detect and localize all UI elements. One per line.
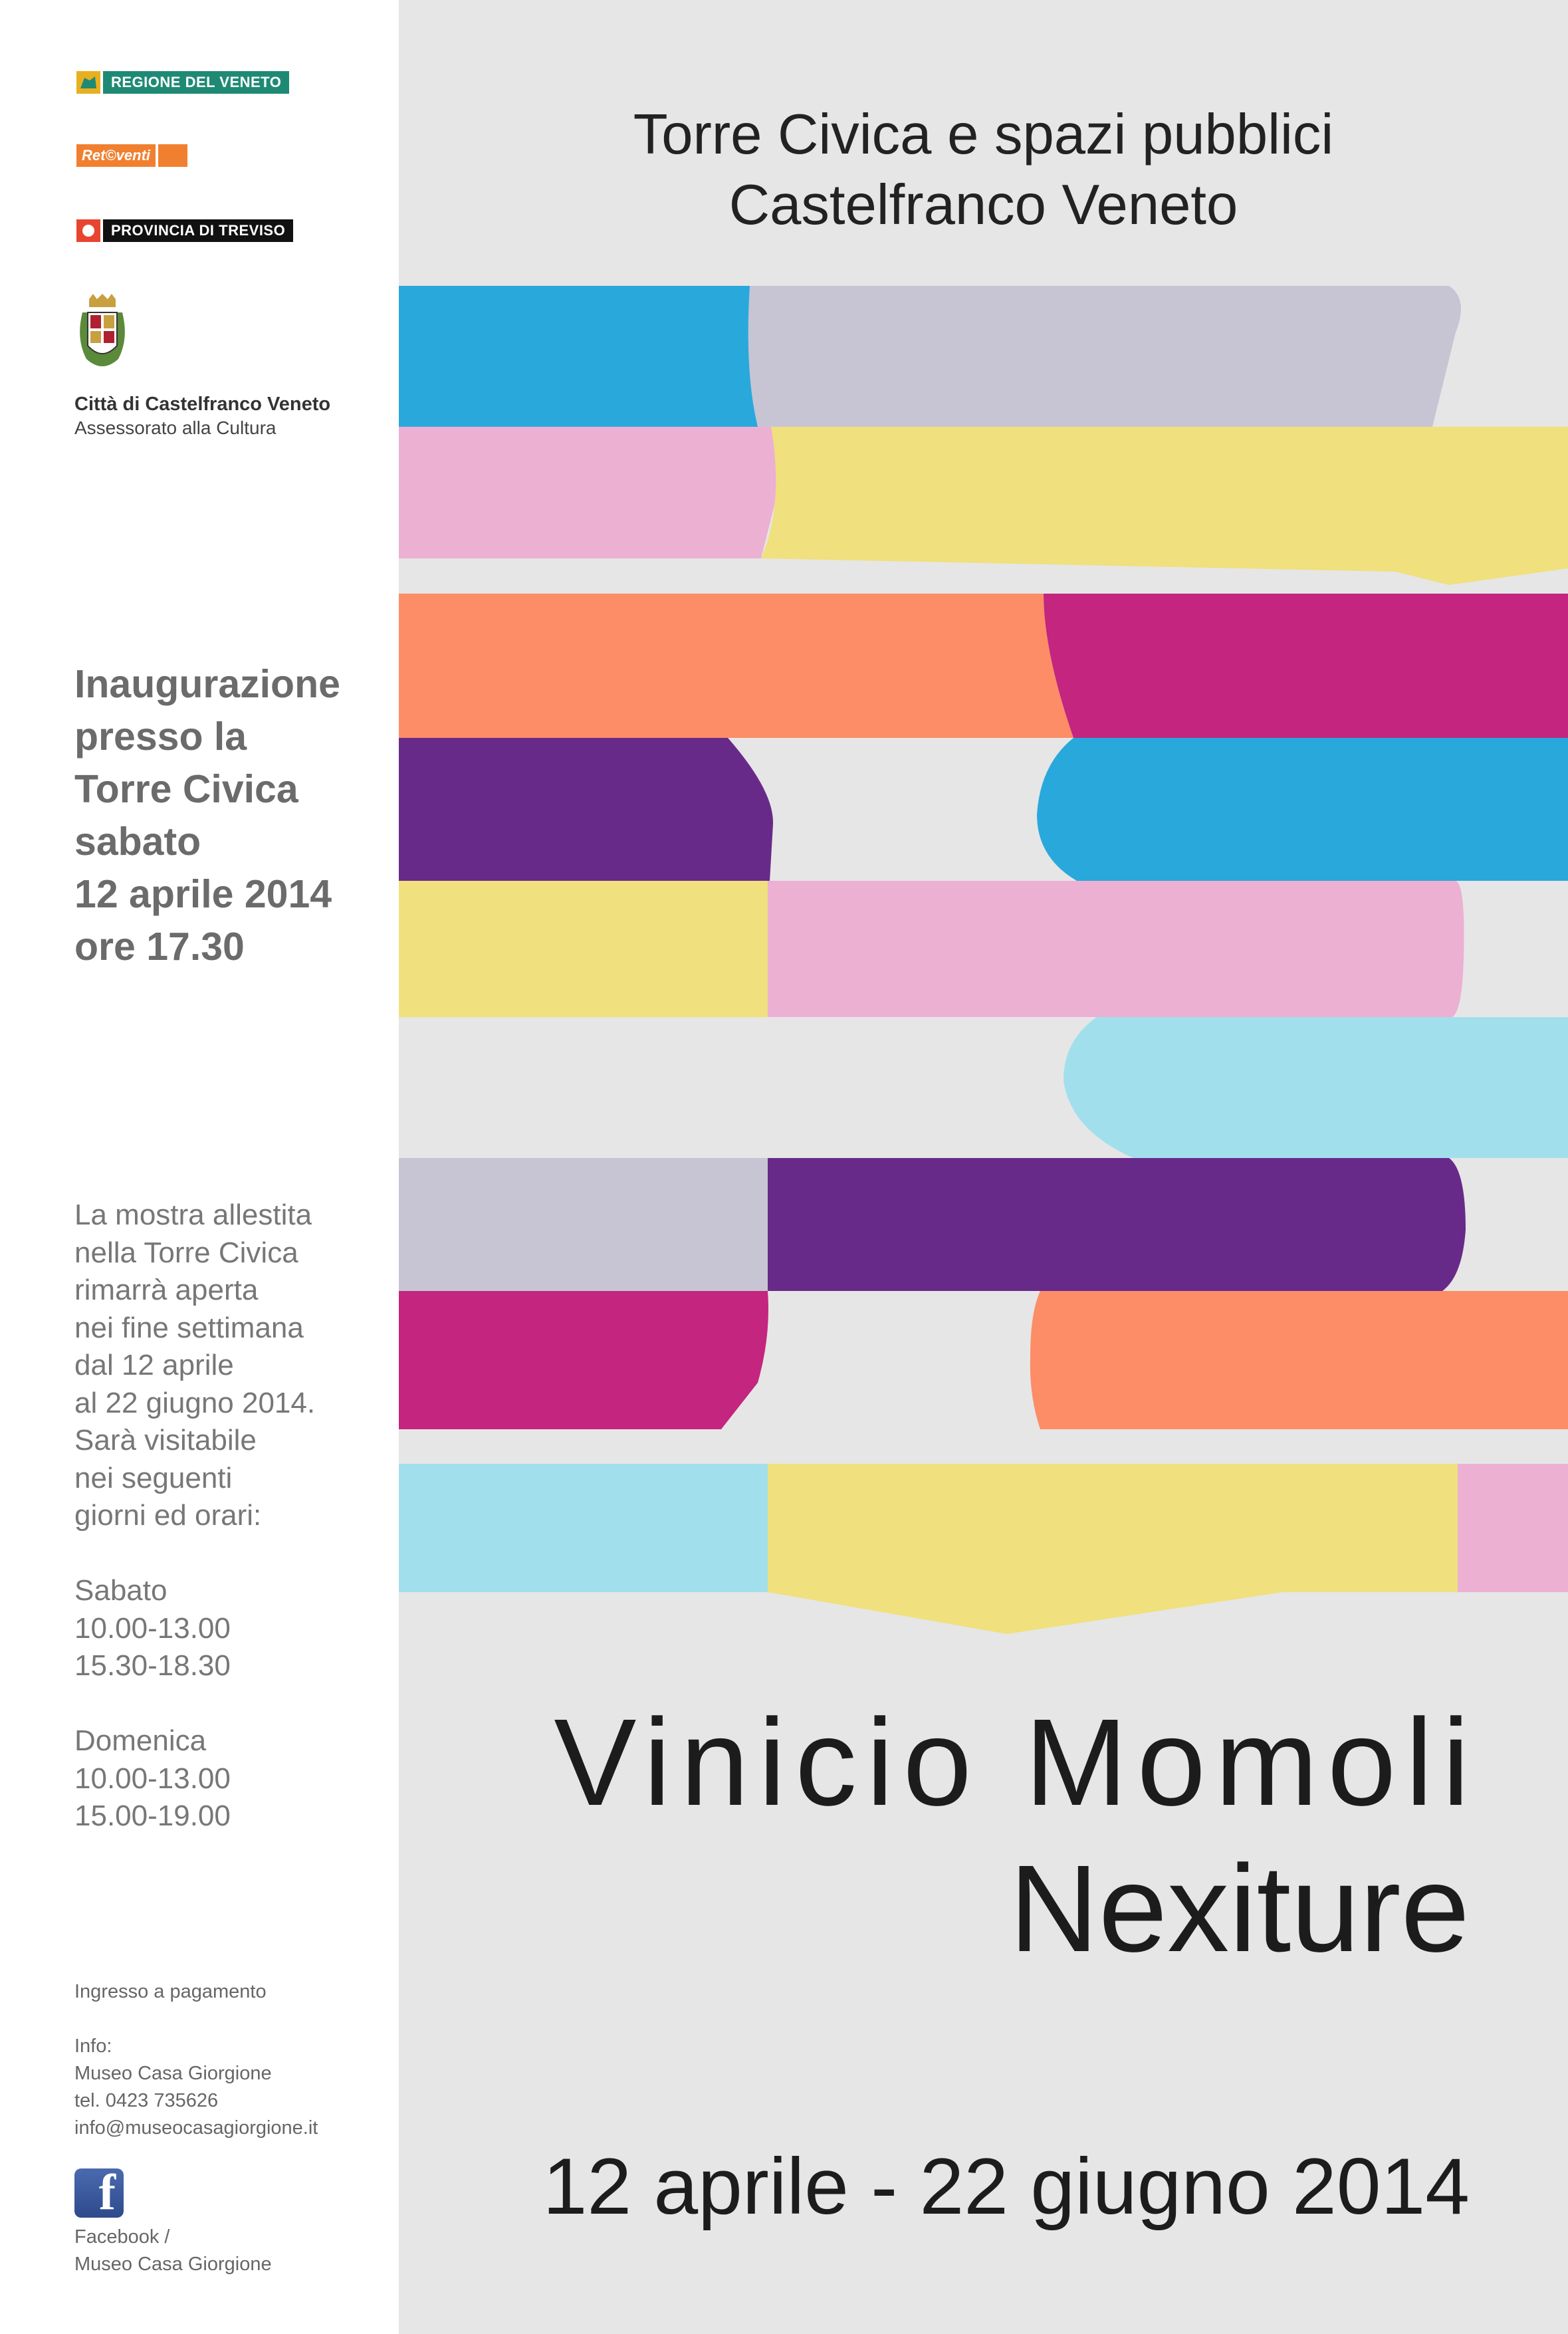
reteventi-mark	[158, 144, 187, 167]
artist-name: Vinicio Momoli	[554, 1694, 1479, 1831]
reteventi-text: Ret©venti	[76, 144, 156, 167]
description-line: giorni ed orari:	[74, 1499, 262, 1532]
schedule-saturday-hours: 15.30-18.30	[74, 1649, 231, 1682]
exhibition-description	[74, 1197, 393, 1835]
band-pink	[399, 427, 777, 558]
facebook-icon[interactable]: f	[74, 2168, 124, 2218]
venue-line: Castelfranco Veneto	[728, 174, 1238, 237]
inauguration-text	[74, 658, 393, 973]
contact-spacer	[74, 2006, 318, 2033]
band-purple	[399, 738, 773, 881]
city-name: Città di Castelfranco Veneto	[74, 394, 331, 415]
band-pink	[1458, 1464, 1568, 1592]
provincia-emblem-icon	[76, 219, 100, 242]
description-line: nei seguenti	[74, 1461, 233, 1494]
band-lavender	[748, 286, 1461, 427]
description-line: Sarà visitabile	[74, 1424, 257, 1457]
inauguration-line: presso la	[74, 715, 247, 759]
contact-block	[74, 1978, 318, 2142]
inauguration-line: Torre Civica	[74, 767, 298, 811]
inauguration-line: 12 aprile 2014	[74, 872, 332, 916]
city-crest-icon	[73, 292, 132, 372]
description-line: nei fine settimana	[74, 1311, 304, 1344]
regione-veneto-logo	[76, 71, 289, 94]
band-magenta	[399, 1291, 768, 1429]
description-line: nella Torre Civica	[74, 1236, 298, 1269]
band-orange	[1030, 1291, 1568, 1429]
info-sidebar	[0, 0, 399, 2334]
band-light-blue	[399, 1464, 770, 1592]
city-department: Assessorato alla Cultura	[74, 417, 277, 438]
schedule-spacer	[74, 1535, 393, 1573]
band-pink	[768, 881, 1464, 1017]
exhibition-title: Nexiture	[1009, 1840, 1470, 1978]
description-line: La mostra allestita	[74, 1199, 312, 1231]
inauguration-line: Inaugurazione	[74, 662, 340, 706]
band-light-blue	[1064, 1017, 1568, 1158]
band-yellow	[761, 427, 1568, 585]
schedule-sunday-hours: 15.00-19.00	[74, 1800, 231, 1832]
description-line: al 22 giugno 2014.	[74, 1386, 316, 1419]
info-label: Info:	[74, 2036, 112, 2057]
facebook-label: Facebook /	[74, 2226, 170, 2248]
schedule-sunday-label: Domenica	[74, 1724, 207, 1757]
exhibition-title-block	[554, 1690, 1479, 1982]
color-bands-artwork	[399, 0, 1568, 1662]
band-orange	[399, 594, 1073, 738]
band-magenta	[1044, 594, 1568, 738]
facebook-page[interactable]: Museo Casa Giorgione	[74, 2254, 272, 2275]
schedule-saturday-label: Sabato	[74, 1574, 168, 1607]
description-line: rimarrà aperta	[74, 1274, 259, 1306]
band-yellow	[399, 881, 770, 1017]
inauguration-line: sabato	[74, 820, 201, 864]
band-blue	[1037, 738, 1568, 881]
band-lavender	[399, 1158, 770, 1291]
exhibition-dates: 12 aprile - 22 giugno 2014	[542, 2142, 1470, 2231]
lion-emblem-icon	[76, 71, 100, 94]
inauguration-line: ore 17.30	[74, 925, 245, 969]
reteventi-logo	[76, 144, 187, 167]
schedule-spacer	[74, 1685, 393, 1723]
regione-veneto-text: REGIONE DEL VENETO	[103, 71, 289, 94]
poster-main	[399, 0, 1568, 2334]
band-purple	[768, 1158, 1466, 1291]
info-museum: Museo Casa Giorgione	[74, 2063, 272, 2084]
schedule-sunday-hours: 10.00-13.00	[74, 1762, 231, 1795]
schedule-saturday-hours: 10.00-13.00	[74, 1611, 231, 1645]
band-blue	[399, 286, 758, 427]
band-yellow	[768, 1464, 1458, 1634]
ticket-note: Ingresso a pagamento	[74, 1981, 267, 2002]
info-email[interactable]: info@museocasagiorgione.it	[74, 2117, 318, 2139]
provincia-treviso-text: PROVINCIA DI TREVISO	[103, 219, 293, 242]
description-line: dal 12 aprile	[74, 1349, 234, 1381]
info-phone: tel. 0423 735626	[74, 2090, 219, 2111]
facebook-block	[74, 2224, 272, 2278]
provincia-treviso-logo	[76, 219, 293, 242]
venue-line: Torre Civica e spazi pubblici	[633, 103, 1334, 166]
